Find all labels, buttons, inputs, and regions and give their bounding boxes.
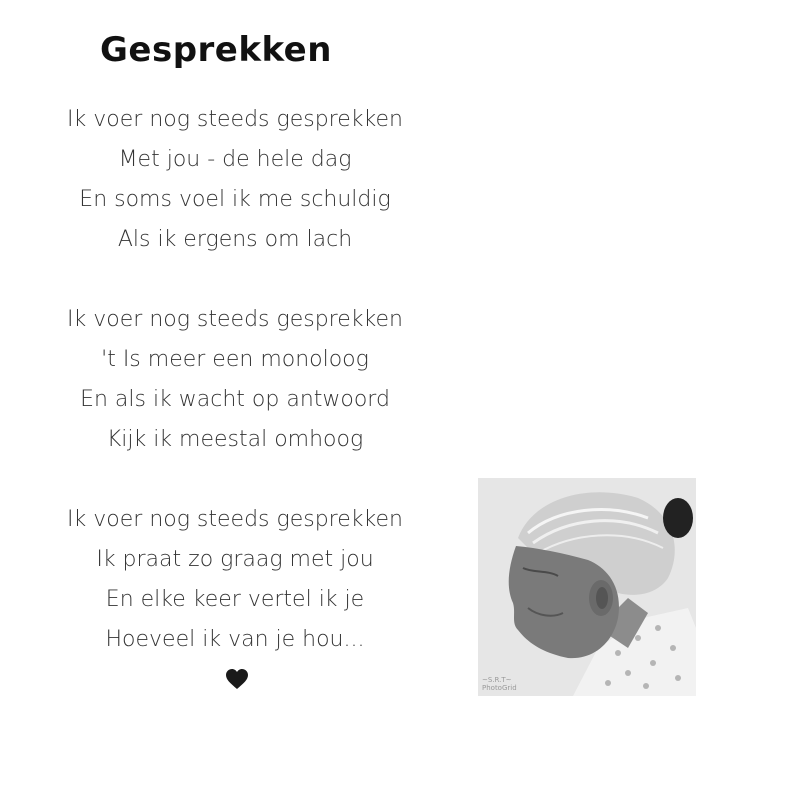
elderly-woman-illustration bbox=[478, 478, 696, 696]
poem-line: Ik praat zo graag met jou bbox=[96, 547, 374, 572]
poem-line: En als ik wacht op antwoord bbox=[80, 387, 390, 412]
poem-line: Als ik ergens om lach bbox=[117, 227, 353, 252]
poem-line: Met jou - de hele dag bbox=[118, 147, 352, 172]
poem-stanza-1 bbox=[40, 100, 430, 260]
poem-line: Ik voer nog steeds gesprekken bbox=[67, 507, 403, 532]
poem-line: 't Is meer een monoloog bbox=[101, 347, 369, 372]
poem-stanza-2 bbox=[40, 300, 430, 460]
black-heart-icon bbox=[225, 668, 249, 690]
photo-watermark: ~S.R.T~ PhotoGrid bbox=[482, 676, 517, 692]
poem-line: Kijk ik meestal omhoog bbox=[106, 427, 364, 452]
poem-stanza-3 bbox=[40, 500, 430, 660]
poem-line: Ik voer nog steeds gesprekken bbox=[67, 307, 403, 332]
poem-body bbox=[40, 100, 430, 700]
poem-title: Gesprekken bbox=[100, 30, 332, 70]
poem-line: Hoeveel ik van je hou... bbox=[105, 627, 365, 652]
elderly-woman-photo bbox=[478, 478, 696, 696]
poem-line: Ik voer nog steeds gesprekken bbox=[67, 107, 403, 132]
poem-line: En elke keer vertel ik je bbox=[105, 587, 365, 612]
poem-line: En soms voel ik me schuldig bbox=[79, 187, 391, 212]
